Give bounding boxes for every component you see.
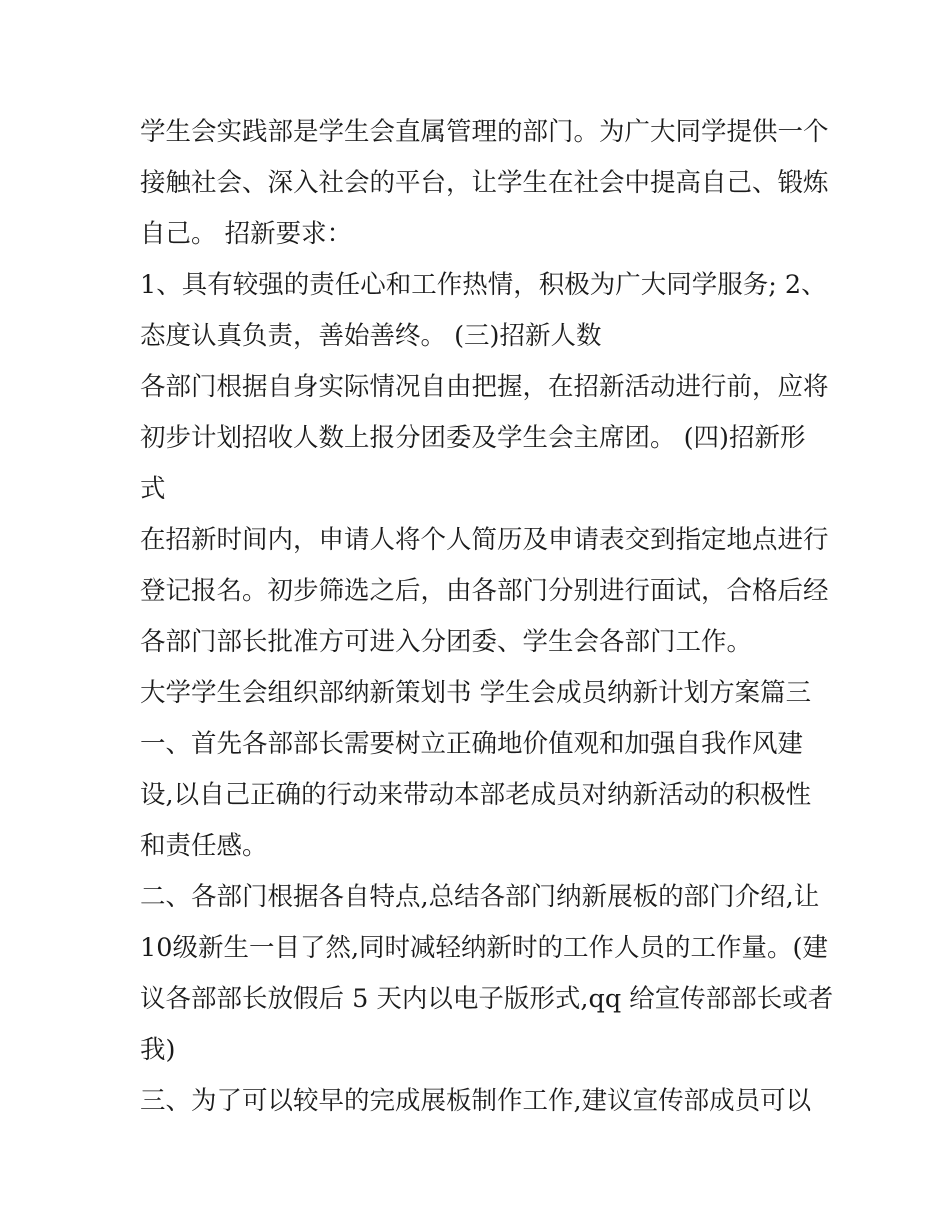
text-line: 一、首先各部部长需要树立正确地价值观和加强自我作风建	[140, 729, 804, 759]
text-line: 态度认真负责，善始善终。 (三)招新人数	[140, 321, 602, 351]
text-line: 大学学生会组织部纳新策划书 学生会成员纳新计划方案篇三	[140, 678, 812, 708]
text-line: 议各部部长放假后 5 天内以电子版形式,qq 给宣传部部长或者	[140, 984, 834, 1014]
text-line: 和责任感。	[140, 831, 268, 861]
text-line: 学生会实践部是学生会直属管理的部门。为广大同学提供一个	[140, 117, 829, 147]
text-line: 设,以自己正确的行动来带动本部老成员对纳新活动的积极性	[140, 780, 812, 810]
text-line: 二、各部门根据各自特点,总结各部门纳新展板的部门介绍,让	[140, 882, 820, 912]
text-line: 我)	[140, 1035, 176, 1065]
text-line: 登记报名。初步筛选之后，由各部门分别进行面试，合格后经	[140, 576, 829, 606]
text-line: 各部门根据自身实际情况自由把握，在招新活动进行前，应将	[140, 372, 829, 402]
text-line: 10级新生一目了然,同时减轻纳新时的工作人员的工作量。(建	[140, 933, 829, 963]
text-line: 三、为了可以较早的完成展板制作工作,建议宣传部成员可以	[140, 1086, 812, 1116]
text-line: 在招新时间内，申请人将个人简历及申请表交到指定地点进行	[140, 525, 829, 555]
text-line: 接触社会、深入社会的平台，让学生在社会中提高自己、锻炼	[140, 168, 829, 198]
text-line: 自己。 招新要求：	[140, 219, 353, 249]
text-line: 1、具有较强的责任心和工作热情，积极为广大同学服务; 2、	[140, 270, 827, 300]
text-line: 初步计划招收人数上报分团委及学生会主席团。 (四)招新形	[140, 423, 806, 453]
document-body	[140, 107, 834, 1127]
text-line: 式	[140, 474, 166, 504]
text-line: 各部门部长批准方可进入分团委、学生会各部门工作。	[140, 627, 753, 657]
